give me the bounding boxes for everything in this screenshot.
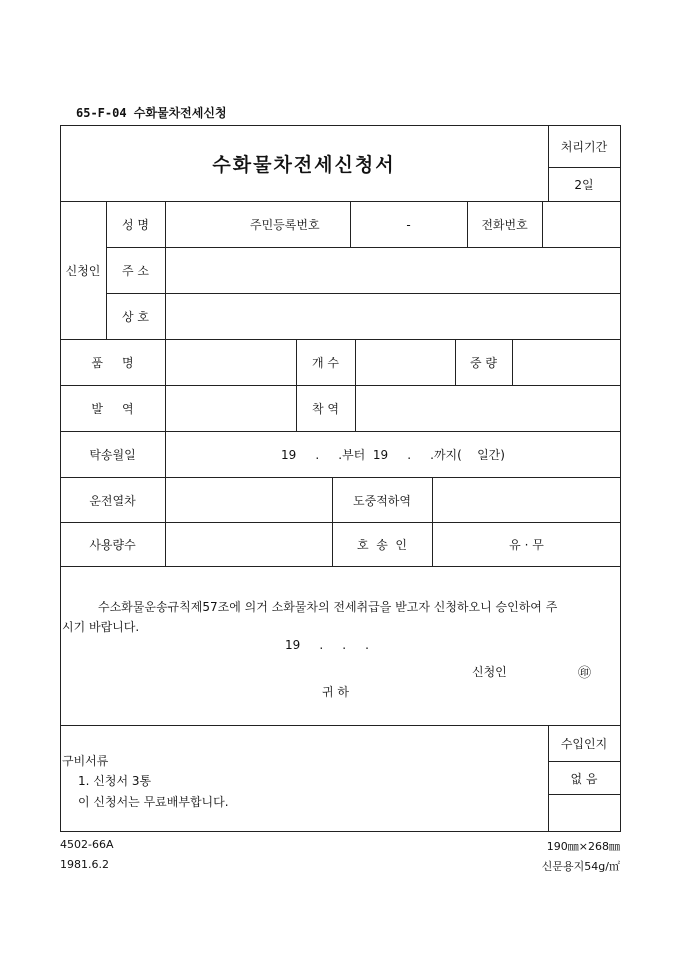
seal-mark: ㊞: [578, 666, 592, 681]
item-label: 품 명: [91, 356, 134, 370]
rrn-label: 주민등록번호: [250, 218, 320, 232]
origin-label: 발 역: [91, 402, 134, 416]
phone-field[interactable]: [543, 202, 620, 247]
form-number: 4502-66A: [60, 838, 114, 851]
documents-item1: 1. 신청서 3통: [78, 774, 152, 788]
dest-label: 착 역: [312, 402, 339, 416]
item-field[interactable]: [166, 340, 296, 385]
statement-line1: 수소화물운송규칙제57조에 의거 소화물차의 전세취급을 받고자 신청하오니 승인하여 주: [98, 600, 558, 614]
train-label: 운전열차: [89, 493, 136, 508]
addressee: 귀 하: [322, 685, 349, 699]
statement-date[interactable]: 19 . . .: [285, 638, 369, 652]
paper-type: 신문용지54g/㎡: [541, 860, 620, 873]
address-field[interactable]: [166, 248, 620, 293]
business-label: 상 호: [122, 310, 149, 324]
period-label: 탁송월일: [89, 448, 136, 462]
processing-value: 2일: [574, 178, 594, 192]
stamp-field[interactable]: [548, 795, 620, 831]
paper-size: 190㎜×268㎜: [546, 840, 620, 853]
rrn-dash: -: [406, 217, 411, 232]
documents-item2: 이 신청서는 무료배부합니다.: [78, 795, 229, 809]
weight-field[interactable]: [513, 340, 620, 385]
form-date: 1981.6.2: [60, 858, 109, 871]
phone-label: 전화번호: [481, 218, 528, 232]
transfer-field[interactable]: [433, 478, 620, 522]
period-value[interactable]: 19 . .부터 19 . .까지( 일간): [281, 448, 505, 462]
weight-label: 중 량: [470, 356, 497, 370]
documents-label: 구비서류: [62, 754, 109, 768]
statement-line2: 시기 바랍니다.: [62, 620, 140, 634]
signer-label: 신청인: [472, 665, 507, 679]
name-label: 성 명: [122, 218, 149, 232]
cars-label: 사용량수: [89, 538, 136, 552]
escort-label: 호 송 인: [356, 538, 408, 552]
escort-value[interactable]: 유 · 무: [509, 538, 544, 552]
stamp-value: 없 음: [570, 771, 598, 786]
business-field[interactable]: [166, 294, 620, 339]
count-field[interactable]: [356, 340, 455, 385]
form-title: 수화물차전세신청서: [212, 154, 396, 176]
train-field[interactable]: [166, 478, 332, 522]
applicant-label: 신청인: [65, 264, 101, 278]
cars-field[interactable]: [166, 523, 332, 566]
transfer-label: 도중적하역: [353, 493, 411, 508]
origin-field[interactable]: [166, 386, 296, 431]
count-label: 개 수: [312, 356, 339, 370]
stamp-label: 수입인지: [560, 737, 608, 751]
address-label: 주 소: [122, 264, 149, 278]
form-code: 65-F-04 수화물차전세신청: [76, 106, 227, 120]
dest-field[interactable]: [356, 386, 620, 431]
processing-label: 처리기간: [560, 140, 608, 154]
